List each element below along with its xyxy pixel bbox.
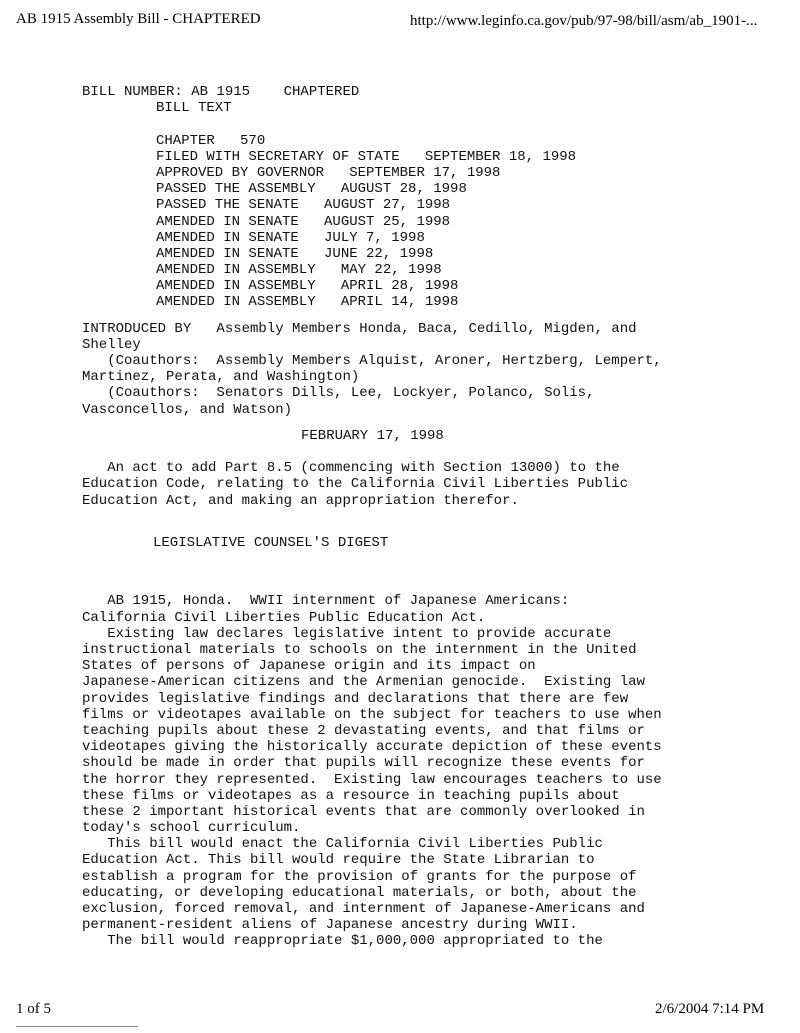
digest-line: today's school curriculum.: [82, 820, 301, 837]
page-url-header: http://www.leginfo.ca.gov/pub/97-98/bill/asm/ab_1901-...: [410, 13, 758, 29]
act-line: Education Code, relating to the California Civil Liberties Public: [82, 476, 629, 493]
page-title-header: AB 1915 Assembly Bill - CHAPTERED: [16, 11, 261, 27]
digest-line: exclusion, forced removal, and internment of Japanese-Americans and: [82, 901, 645, 917]
introduced-line: Vasconcellos, and Watson): [82, 401, 293, 418]
introduced-date: FEBRUARY 17, 1998: [301, 427, 444, 444]
history-item: AMENDED IN SENATE JULY 7, 1998: [156, 229, 425, 246]
bill-document: [82, 84, 782, 950]
history-item: AMENDED IN SENATE JUNE 22, 1998: [156, 245, 434, 262]
digest-line: should be made in order that pupils will recognize these events for: [82, 755, 645, 772]
history-item: FILED WITH SECRETARY OF STATE SEPTEMBER 18, 1998: [156, 148, 577, 165]
digest-body: [82, 593, 782, 949]
digest-line: AB 1915, Honda. WWII internment of Japanese Americans:: [82, 593, 570, 610]
digest-line: The bill would reappropriate $1,000,000 appropriated to the: [82, 933, 603, 950]
digest-line: establish a program for the provision of grants for the purpose of: [82, 868, 637, 885]
digest-heading: LEGISLATIVE COUNSEL'S DIGEST: [153, 534, 389, 551]
digest-line: these films or videotapes as a resource in teaching pupils about: [82, 787, 620, 804]
digest-line: Education Act. This bill would require the State Librarian to: [82, 852, 595, 869]
history-item: CHAPTER 570: [156, 132, 266, 149]
digest-line: the horror they represented. Existing law encourages teachers to use: [82, 771, 662, 788]
introduced-by-section: [82, 321, 782, 418]
bill-number-line: BILL NUMBER: AB 1915 CHAPTERED: [82, 84, 360, 100]
history-item: APPROVED BY GOVERNOR SEPTEMBER 17, 1998: [156, 164, 501, 181]
introduced-line: (Coauthors: Senators Dills, Lee, Lockyer, Polanco, Solis,: [82, 385, 595, 402]
digest-line: States of persons of Japanese origin and its impact on: [82, 658, 536, 675]
page-number: 1 of 5: [16, 1001, 51, 1017]
act-description: [82, 460, 782, 509]
introduced-line: Shelley: [82, 336, 141, 353]
print-datetime: 2/6/2004 7:14 PM: [655, 1001, 765, 1017]
footer-rule: [16, 1026, 138, 1027]
bill-history: [82, 133, 782, 311]
history-item: AMENDED IN ASSEMBLY APRIL 14, 1998: [156, 294, 459, 311]
history-item: AMENDED IN ASSEMBLY MAY 22, 1998: [156, 262, 442, 279]
history-item: PASSED THE SENATE AUGUST 27, 1998: [156, 197, 451, 214]
history-item: PASSED THE ASSEMBLY AUGUST 28, 1998: [156, 181, 467, 198]
digest-line: permanent-resident aliens of Japanese ancestry during WWII.: [82, 917, 578, 934]
digest-line: This bill would enact the California Civil Liberties Public: [82, 836, 603, 853]
digest-line: these 2 important historical events that are commonly overlooked in: [82, 803, 645, 820]
digest-line: films or videotapes available on the subject for teachers to use when: [82, 706, 662, 723]
bill-text-label: BILL TEXT: [156, 100, 232, 117]
introduced-line: (Coauthors: Assembly Members Alquist, Aroner, Hertzberg, Lempert,: [82, 353, 662, 369]
digest-line: teaching pupils about these 2 devastating events, and that films or: [82, 722, 645, 739]
history-item: AMENDED IN SENATE AUGUST 25, 1998: [156, 213, 451, 230]
introduced-line: Martinez, Perata, and Washington): [82, 369, 360, 386]
history-item: AMENDED IN ASSEMBLY APRIL 28, 1998: [156, 278, 459, 295]
digest-line: Japanese-American citizens and the Armenian genocide. Existing law: [82, 674, 645, 691]
introduced-line: INTRODUCED BY Assembly Members Honda, Baca, Cedillo, Migden, and: [82, 320, 637, 337]
digest-line: California Civil Liberties Public Education Act.: [82, 609, 486, 626]
digest-line: Existing law declares legislative intent to provide accurate: [82, 625, 612, 642]
digest-line: videotapes giving the historically accurate depiction of these events: [82, 739, 662, 756]
digest-line: instructional materials to schools on the internment in the United: [82, 642, 637, 658]
digest-line: provides legislative findings and declarations that there are few: [82, 690, 629, 707]
act-line: An act to add Part 8.5 (commencing with Section 13000) to the: [82, 460, 620, 477]
digest-line: educating, or developing educational materials, or both, about the: [82, 884, 637, 901]
act-line: Education Act, and making an appropriation therefor.: [82, 492, 519, 509]
